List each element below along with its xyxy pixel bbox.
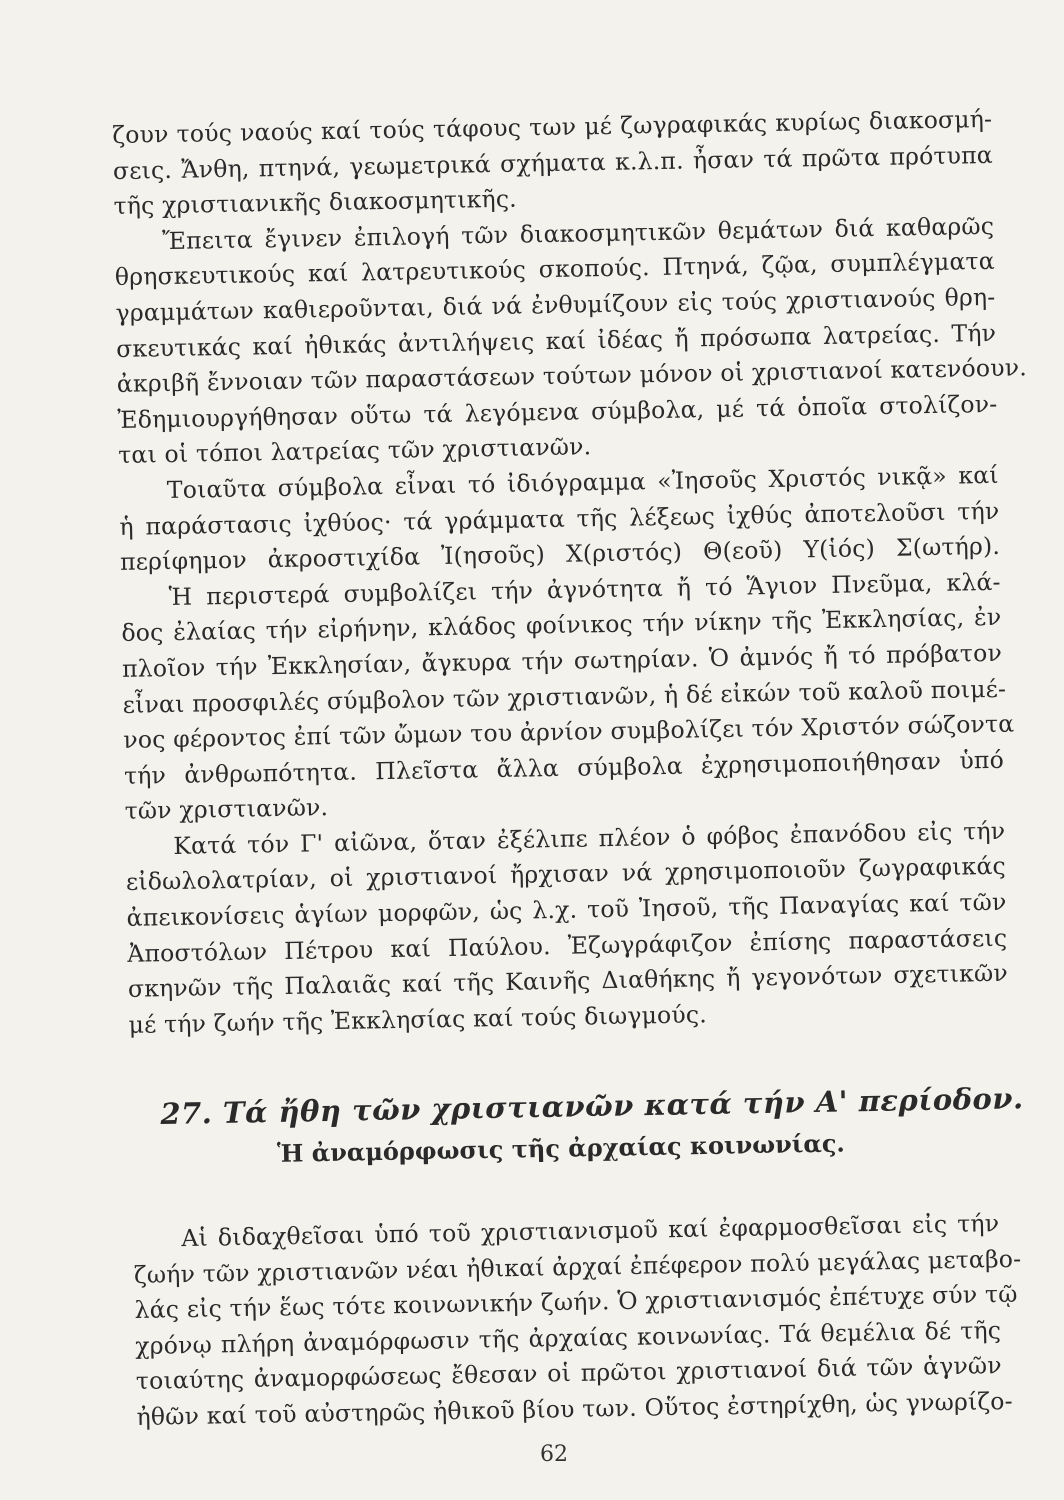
text-line: ἠθῶν καί τοῦ αὐστηρῶς ἠθικοῦ βίου των. Οὕτος ἐστηρίχθη, ὡς γνωρίζο- bbox=[136, 1386, 1014, 1431]
text-line: λάς εἰς τήν ἕως τότε κοινωνικήν ζωήν. Ὁ χριστιανισμός ἐπέτυχε σύν τῷ bbox=[134, 1279, 1018, 1325]
text-line: Κατά τόν Γ' αἰῶνα, ὅταν ἐξέλιπε πλέον ὁ φόβος ἐπανόδου εἰς τήν bbox=[173, 816, 1006, 860]
text-line: ἡ παράστασις ἰχθύος· τά γράμματα τῆς λέξεως ἰχθύς ἀποτελοῦσι τήν bbox=[119, 496, 1000, 541]
text-line: πλοῖον τήν Ἐκκλησίαν, ἄγκυρα τήν σωτηρίαν. Ὁ ἀμνός ἤ τό πρόβατον bbox=[121, 638, 1003, 683]
text-line: ἀπεικονίσεις ἁγίων μορφῶν, ὡς λ.χ. τοῦ Ἰησοῦ, τῆς Παναγίας καί τῶν bbox=[126, 887, 1007, 932]
text-line: περίφημον ἀκροστιχίδα Ἰ(ησοῦς) Χ(ριστός) Θ(εοῦ) Υ(ἱός) Σ(ωτήρ). bbox=[119, 531, 1001, 577]
text-line: εἰδωλολατρίαν, οἱ χριστιανοί ἤρχισαν νά χρησιμοποιοῦν ζωγραφικάς bbox=[125, 852, 1007, 897]
body-text-part-2 bbox=[133, 1206, 1022, 1435]
text-line: ἀκριβῆ ἔννοιαν τῶν παραστάσεων τούτων μόνον οἱ χριστιανοί κατενόουν. bbox=[116, 353, 1028, 399]
text-line: γραμμάτων καθιεροῦνται, διά νά ἐνθυμίζουν εἰς τούς χριστιανούς θρη- bbox=[115, 282, 996, 327]
text-line: Ἀποστόλων Πέτρου καί Παύλου. Ἐζωγράφιζον ἐπίσης παραστάσεις bbox=[127, 923, 1008, 968]
text-line: ζωήν τῶν χριστιανῶν νέαι ἠθικαί ἀρχαί ἐπέφερον πολύ μεγάλας μεταβο- bbox=[133, 1244, 1022, 1289]
text-line: εἶναι προσφιλές σύμβολον τῶν χριστιανῶν, ἡ δέ εἰκών τοῦ καλοῦ ποιμέ- bbox=[122, 674, 1007, 719]
section-subheading: Ἡ ἀναμόρφωσις τῆς ἀρχαίας κοινωνίας. bbox=[276, 1128, 846, 1168]
text-line: τοιαύτης ἀναμορφώσεως ἔθεσαν οἱ πρῶτοι χριστιανοί διά τῶν ἁγνῶν bbox=[135, 1351, 1003, 1396]
text-line: ται οἱ τόποι λατρείας τῶν χριστιανῶν. bbox=[117, 432, 592, 470]
text-line: τῆς χριστιανικῆς διακοσμητικῆς. bbox=[113, 184, 518, 221]
text-line: Ἐδημιουργήθησαν οὕτω τά λεγόμενα σύμβολα, μέ τά ὁποῖα στολίζον- bbox=[117, 389, 998, 434]
text-line: τήν ἀνθρωπότητα. Πλεῖστα ἄλλα σύμβολα ἐχρησιμοποιήθησαν ὑπό bbox=[123, 745, 1005, 790]
text-line: χρόνῳ πλήρη ἀναμόρφωσιν τῆς ἀρχαίας κοινωνίας. Τά θεμέλια δέ τῆς bbox=[135, 1315, 1002, 1360]
page-number: 62 bbox=[540, 1442, 568, 1467]
text-line: Αἱ διδαχθεῖσαι ὑπό τοῦ χριστιανισμοῦ καί ἐφαρμοσθεῖσαι εἰς τήν bbox=[181, 1209, 1000, 1253]
text-line: Τοιαῦτα σύμβολα εἶναι τό ἰδιόγραμμα «Ἰησοῦς Χριστός νικᾷ» καί bbox=[166, 460, 999, 504]
text-line: σκευτικάς καί ἠθικάς ἀντιλήψεις καί ἰδέας ἤ πρόσωπα λατρείας. Τήν bbox=[115, 318, 997, 363]
section-heading: 27. Τά ἤθη τῶν χριστιανῶν κατά τήν Α' περίοδον. bbox=[160, 1081, 1024, 1131]
text-line: θρησκευτικούς καί λατρευτικούς σκοπούς. Πτηνά, ζῷα, συμπλέγματα bbox=[114, 247, 996, 292]
text-line: δος ἐλαίας τήν εἰρήνην, κλάδος φοίνικος τήν νίκην τῆς Ἐκκλησίας, ἐν bbox=[121, 603, 1002, 648]
section-heading-block bbox=[160, 1077, 1024, 1176]
text-line: μέ τήν ζωήν τῆς Ἐκκλησίας καί τούς διωγμούς. bbox=[128, 1000, 708, 1039]
text-line: σκηνῶν τῆς Παλαιᾶς καί τῆς Καινῆς Διαθήκης ἤ γεγονότων σχετικῶν bbox=[127, 958, 1009, 1004]
text-line: νος φέροντος ἐπί τῶν ὤμων του ἀρνίον συμβολίζει τόν Χριστόν σώζοντα bbox=[123, 709, 1015, 754]
body-text-part-1 bbox=[112, 102, 1028, 1043]
text-line: τῶν χριστιανῶν. bbox=[124, 793, 329, 826]
text-line: σεις. Ἄνθη, πτηνά, γεωμετρικά σχήματα κ.λ.π. ἦσαν τά πρῶτα πρότυπα bbox=[112, 140, 994, 185]
text-line: Ἔπειτα ἔγινεν ἐπιλογή τῶν διακοσμητικῶν θεμάτων διά καθαρῶς bbox=[162, 211, 995, 255]
text-line: ζουν τούς ναούς καί τούς τάφους των μέ ζωγραφικάς κυρίως διακοσμή- bbox=[112, 104, 993, 149]
text-line: Ἡ περιστερά συμβολίζει τήν ἀγνότητα ἤ τό Ἅγιον Πνεῦμα, κλά- bbox=[168, 567, 1001, 611]
